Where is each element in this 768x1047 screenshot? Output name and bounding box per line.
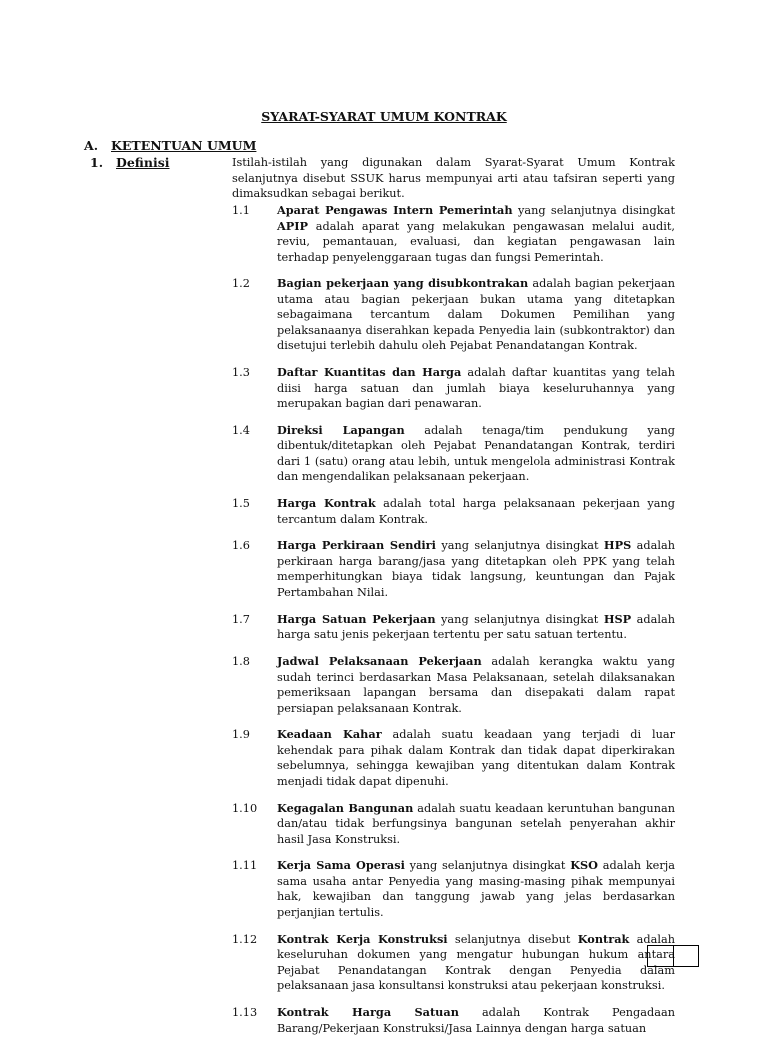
defined-term: HSP xyxy=(603,611,632,626)
definition-item xyxy=(232,423,675,485)
defined-term: Kerja Sama Operasi xyxy=(277,858,405,873)
item-text xyxy=(277,654,675,716)
definition-item xyxy=(232,727,675,789)
item-text xyxy=(277,203,675,265)
definition-intro: Istilah-istilah yang digunakan dalam Syarat-Syarat Umum Kontrak selanjutnya disebut SSUK harus mempunyai arti atau tafsiran seperti yang dimaksudkan sebagai berikut. xyxy=(232,156,675,200)
definition-item xyxy=(232,203,675,265)
section-heading xyxy=(84,138,256,153)
item-number: 1.12 xyxy=(232,932,258,946)
definition-items-list xyxy=(232,203,675,1047)
item-text-part: adalah tenaga/tim pendukung yang dibentuk/ditetapkan oleh Pejabat Penandatangan Kontrak, terdiri dari 1 (satu) orang atau lebih, untuk mengelola administrasi Kontrak dan mengendalikan pelaksanaan pekerjaan. xyxy=(277,423,675,484)
item-number: 1.13 xyxy=(232,1006,258,1020)
section-letter: A. xyxy=(84,138,99,153)
item-text xyxy=(277,858,675,920)
item-text xyxy=(277,538,675,600)
definition-item xyxy=(232,612,675,643)
definition-item xyxy=(232,1005,675,1036)
item-text xyxy=(277,932,675,994)
definition-item xyxy=(232,654,675,716)
page-number-cell xyxy=(648,946,673,966)
definition-item xyxy=(232,858,675,920)
item-text-part: adalah bagian pekerjaan utama atau bagian pekerjaan bukan utama yang ditetapkan sebagaimana tercantum dalam Dokumen Pemilihan yang pelaksanaanya diserahkan kepada Penyedia lain (subkontraktor) dan disetujui terlebih dahulu oleh Pejabat Penandatangan Kontrak. xyxy=(277,277,675,353)
definition-item xyxy=(232,496,675,527)
defined-term: Direksi Lapangan xyxy=(277,422,405,437)
item-number: 1.6 xyxy=(232,539,250,553)
item-number: 1.11 xyxy=(232,859,258,873)
page-number-box xyxy=(647,945,699,967)
item-text-part: adalah aparat yang melakukan pengawasan melalui audit, reviu, pemantauan, evaluasi, dan kegiatan pengawasan lain terhadap penyelenggaraan tugas dan fungsi Pemerintah. xyxy=(277,219,675,264)
definition-item xyxy=(232,365,675,412)
item-text xyxy=(277,276,675,354)
item-text-part: adalah Kontrak Pengadaan Barang/Pekerjaan Konstruksi/Jasa Lainnya dengan harga satuan xyxy=(277,1006,675,1035)
document-title: SYARAT-SYARAT UMUM KONTRAK xyxy=(261,109,507,124)
item-text-part: yang selanjutnya disingkat xyxy=(435,539,604,553)
definition-item xyxy=(232,801,675,848)
item-number: 1.1 xyxy=(232,204,250,217)
item-text-part: selanjutnya disebut xyxy=(447,932,578,946)
definition-item xyxy=(232,932,675,994)
definition-item xyxy=(232,538,675,600)
item-text-part: yang selanjutnya disingkat xyxy=(435,612,604,626)
section-label: KETENTUAN UMUM xyxy=(111,138,257,153)
defined-term: Keadaan Kahar xyxy=(277,727,382,742)
item-text xyxy=(277,423,675,485)
item-text-part: adalah kerangka waktu yang sudah terinci berdasarkan Masa Pelaksanaan, setelah dilaksanakan pemeriksaan lapangan bersama dan disepakati dalam rapat persiapan pelaksanaan Kontrak. xyxy=(277,655,675,715)
item-number: 1.4 xyxy=(232,423,250,437)
item-number: 1.5 xyxy=(232,497,250,511)
item-number: 1.8 xyxy=(232,655,250,669)
defined-term: KSO xyxy=(570,858,599,873)
defined-term: Aparat Pengawas Intern Pemerintah xyxy=(277,203,513,217)
definition-number: 1. xyxy=(90,155,104,170)
defined-term: Harga Kontrak xyxy=(277,496,376,511)
item-text xyxy=(277,612,675,643)
item-number: 1.9 xyxy=(232,728,250,742)
page-number-cell xyxy=(673,946,699,966)
item-text xyxy=(277,801,675,848)
defined-term: Harga Satuan Pekerjaan xyxy=(277,611,436,626)
defined-term: Harga Perkiraan Sendiri xyxy=(277,538,436,553)
item-text-part: yang selanjutnya disingkat xyxy=(404,859,571,873)
defined-term: HPS xyxy=(603,538,632,553)
definition-label: Definisi xyxy=(116,155,170,170)
defined-term: APIP xyxy=(277,218,309,233)
item-text xyxy=(277,727,675,789)
item-number: 1.7 xyxy=(232,612,250,626)
item-text xyxy=(277,1005,675,1036)
item-text xyxy=(277,496,675,527)
item-number: 1.2 xyxy=(232,277,250,291)
defined-term: Kontrak Harga Satuan xyxy=(277,1005,459,1020)
item-text xyxy=(277,365,675,412)
defined-term: Kontrak Kerja Konstruksi xyxy=(277,931,448,946)
item-number: 1.3 xyxy=(232,366,250,380)
item-text-part: adalah keseluruhan dokumen yang mengatur hubungan hukum antara Pejabat Penandatangan Kontrak dengan Penyedia dalam pelaksanaan jasa konsultansi konstruksi atau pekerjaan konstruksi. xyxy=(277,932,675,993)
defined-term: Kontrak xyxy=(577,931,630,946)
item-text-part: yang selanjutnya disingkat xyxy=(512,204,675,217)
defined-term: Bagian pekerjaan yang disubkontrakan xyxy=(277,276,529,291)
item-text-part: adalah total harga pelaksanaan pekerjaan yang tercantum dalam Kontrak. xyxy=(277,497,675,526)
item-text-part: adalah perkiraan harga barang/jasa yang ditetapkan oleh PPK yang telah memperhitungkan biaya tidak langsung, keuntungan dan Pajak Pertambahan Nilai. xyxy=(277,539,675,599)
item-number: 1.10 xyxy=(232,801,258,815)
item-text-part: adalah kerja sama usaha antar Penyedia yang masing-masing pihak mempunyai hak, kewajiban dan tanggung jawab yang jelas berdasarkan perjanjian tertulis. xyxy=(277,859,675,919)
item-text-part: adalah suatu keadaan keruntuhan bangunan dan/atau tidak berfungsinya bangunan setelah penyerahan akhir hasil Jasa Konstruksi. xyxy=(277,801,675,846)
defined-term: Daftar Kuantitas dan Harga xyxy=(277,365,462,380)
definition-item xyxy=(232,276,675,354)
item-text-part: adalah suatu keadaan yang terjadi di luar kehendak para pihak dalam Kontrak dan tidak dapat diperkirakan sebelumnya, sehingga kewajiban yang ditentukan dalam Kontrak menjadi tidak dapat dipenuhi. xyxy=(277,728,676,788)
defined-term: Kegagalan Bangunan xyxy=(277,800,414,815)
item-text-part: adalah harga satu jenis pekerjaan tertentu per satu satuan tertentu. xyxy=(277,612,675,642)
defined-term: Jadwal Pelaksanaan Pekerjaan xyxy=(277,654,482,669)
item-text-part: adalah daftar kuantitas yang telah diisi harga satuan dan jumlah biaya keseluruhannya yang merupakan bagian dari penawaran. xyxy=(277,366,675,411)
